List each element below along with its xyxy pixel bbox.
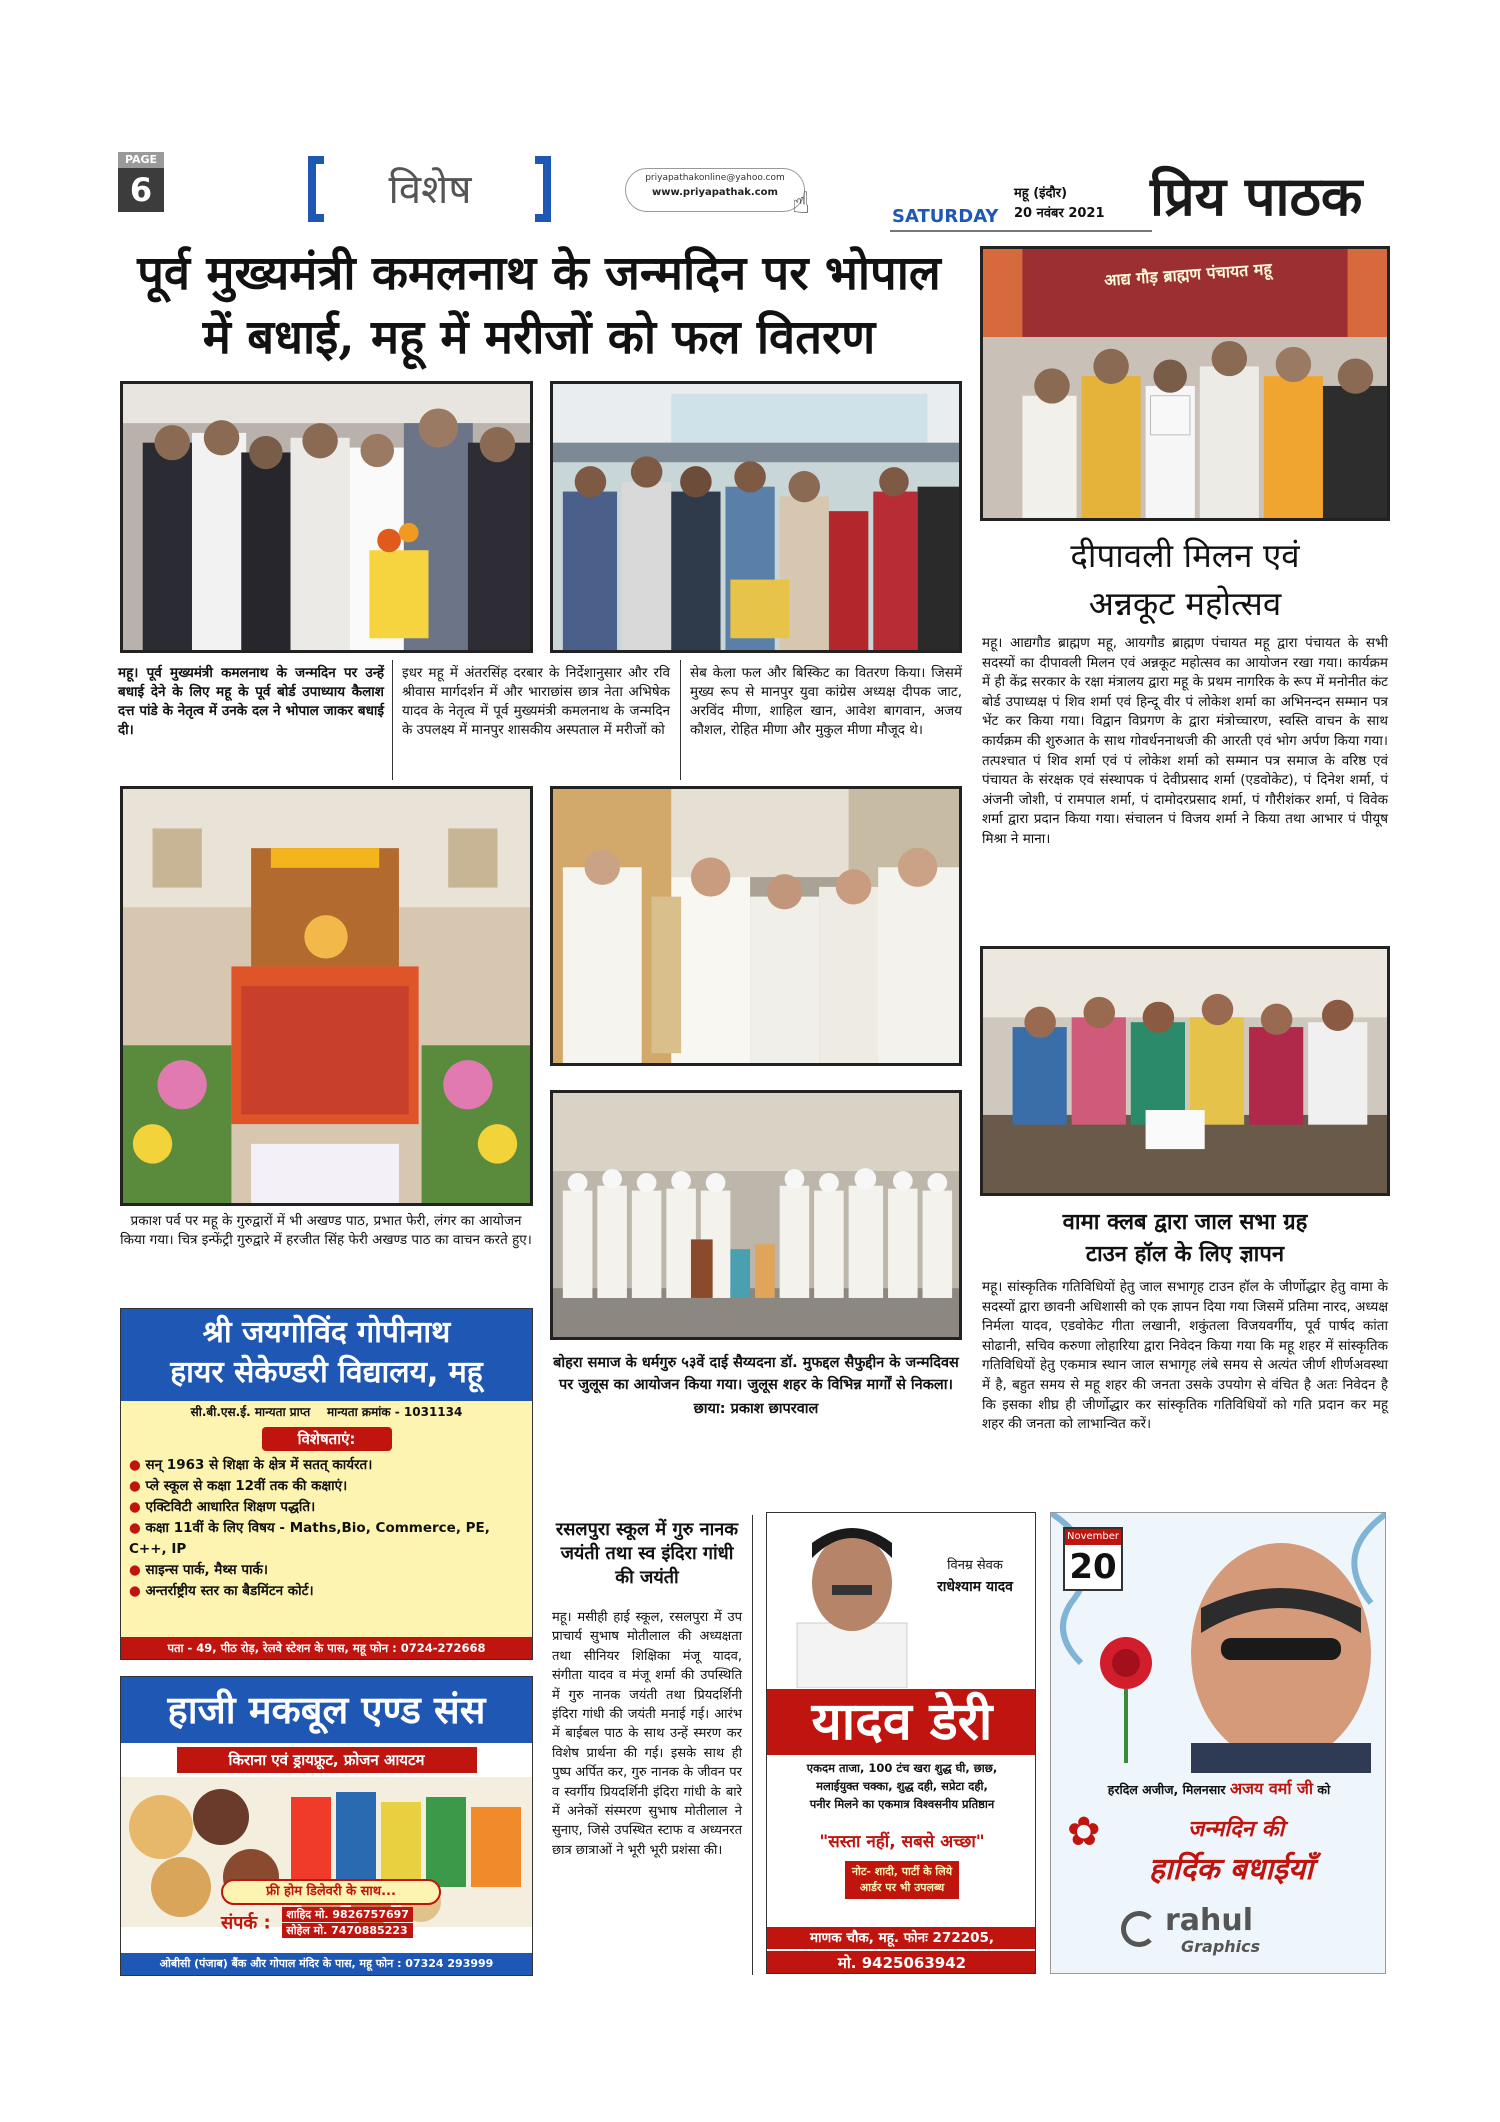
- haji-contact: [221, 1907, 461, 1938]
- school-feature: ● एक्टिविटी आधारित शिक्षण पद्धति।: [129, 1497, 532, 1518]
- section-title: विशेष: [388, 167, 472, 213]
- birthday-rose-icon: ✿: [1067, 1809, 1101, 1855]
- gurudwara-photo: [120, 786, 533, 1206]
- haji-tagline: किराना एवं ड्रायफ्रूट, फ्रोजन आयटम: [177, 1747, 477, 1773]
- diwali-title-line2: अन्नकूट महोत्सव: [1088, 584, 1282, 623]
- calendar-month: November: [1065, 1529, 1121, 1545]
- haji-contact-label: संपर्क :: [221, 1912, 271, 1934]
- school-feature: ● अन्तर्राष्ट्रीय स्तर का बैडमिंटन कोर्ट।: [129, 1581, 532, 1602]
- section-right-bracket: [535, 156, 551, 222]
- date-text: 20 नवंबर 2021: [1014, 206, 1105, 221]
- school-name-line1: श्री जयगोविंद गोपीनाथ: [202, 1315, 451, 1350]
- school-feature: ● साइन्स पार्क, मैथ्स पार्क।: [129, 1560, 532, 1581]
- school-ad-header: [121, 1309, 532, 1401]
- yadav-line-2: मलाईयुक्त चक्का, शुद्ध दही, सप्रेटा दही,: [816, 1779, 988, 1793]
- lead-caption-divider-2: [680, 660, 681, 780]
- bohra-credit: छाया: प्रकाश छापरवाल: [693, 1401, 819, 1417]
- vama-body: महू। सांस्कृतिक गतिविधियों हेतु जाल सभागृह टाउन हॉल के जीर्णोद्धार हेतु वामा के सदस्यों द्वारा छावनी अधिशासी को एक ज्ञापन दिया गया जिसमें प्रतिमा नारद, अध्यक्ष निर्मला यादव, एडवोकेट गीता लखानी, शकुंतला विजयवर्गीय, पूर्व पार्षद कांता सोढानी, सचिव करुणा लोहारिया द्वारा निवेदन किया गया कि महू शहर में सांस्कृतिक गतिविधियों हेतु एकमात्र स्थान जाल सभागृह लंबे समय से अत्यंत जीर्ण शीर्णअवस्था में है, बहुत समय से महू शहर की जनता उसके उपयोग से वंचित है अतः निवेदन है कि इसका शीघ्र ही जीर्णोद्धार कर सांस्कृतिक गतिविधियों को गति प्रदान कर महू शहर की जनता को लाभान्वित करें।: [982, 1279, 1388, 1433]
- diwali-photo: [980, 246, 1390, 521]
- school-ad: [120, 1308, 533, 1660]
- yadav-line-3: पनीर मिलने का एकमात्र विश्वसनीय प्रतिष्ठान: [809, 1797, 995, 1811]
- vama-title-line1: वामा क्लब द्वारा जाल सभा ग्रह: [1062, 1209, 1308, 1235]
- birthday-wish-1: जन्मदिन की: [1187, 1816, 1285, 1842]
- yadav-portrait: [767, 1513, 917, 1688]
- diwali-body: महू। आद्यगौड ब्राह्मण महू, आयगौड ब्राह्मण पंचायत महू द्वारा पंचायत के सभी सदस्यों का दीपावली मिलन एवं अन्नकूट महोत्सव का आयोजन रखा गया। कार्यक्रम में ही केंद्र सरकार के रक्षा मंत्रालय द्वारा महू के प्रथम नागरिक के रूप में मनोनीत कंट बोर्ड उपाध्यक्ष पं शिव शर्मा एवं हिन्दू वीर पं लोकेश शर्मा का अभिनन्दन सम्मान पत्र भेंट कर किया गया। विद्वान विप्रगण के द्वारा मंत्रोच्चारण, स्वस्ति वाचन के साथ कार्यक्रम की शुरुआत के साथ गोवर्धननाथजी की आरती एवं भोग अर्पण किया गया। तत्पश्चात पं शिव शर्मा एवं पं लोकेश शर्मा को सम्मान पत्र समाज के वरिष्ठ एवं पंचायत के संरक्षक एवं संस्थापक पं देवीप्रसाद शर्मा (एडवोकेट), पं दिनेश शर्मा, पं अंजनी जोशी, पं रामपाल शर्मा, पं दामोदरप्रसाद शर्मा, पं गौरीशंकर शर्मा, पं विवेक शर्मा द्वारा प्रदान किया गया। संचालन पं विजय शर्मा ने किया तथा आभार पं पीयूष मिश्रा ने माना।: [982, 635, 1388, 847]
- school-features-list: [121, 1455, 532, 1602]
- logo-brand-2: Graphics: [1181, 1937, 1261, 1956]
- school-address: पता - 49, पीठ रोड़, रेलवे स्टेशन के पास, महू फोन : 0724-272668: [121, 1637, 532, 1659]
- yadav-lines: [771, 1759, 1033, 1813]
- bohra-photo-1: [550, 786, 962, 1066]
- yadav-slogan: "सस्ता नहीं, सबसे अच्छा": [819, 1832, 985, 1852]
- page-label: PAGE: [118, 152, 164, 168]
- lead-headline: [108, 242, 970, 370]
- yadav-mobile: मो. 9425063942: [767, 1950, 1036, 1974]
- rahul-graphics-logo: [1121, 1903, 1321, 1959]
- header-rule: [890, 230, 1152, 232]
- birthday-suffix: को: [1317, 1782, 1331, 1797]
- email-text[interactable]: priyapathakonline@yahoo.com: [645, 173, 785, 183]
- bohra-photo-2: [550, 1090, 962, 1340]
- masthead: प्रिय पाठक: [1150, 164, 1363, 228]
- diwali-title-line1: दीपावली मिलन एवं: [1070, 536, 1300, 575]
- lead-headline-line1: पूर्व मुख्यमंत्री कमलनाथ के जन्मदिन पर भोपाल: [137, 246, 941, 301]
- vama-photo: [980, 946, 1390, 1196]
- pointer-hand-icon: ☝: [792, 186, 811, 221]
- bohra-caption-box: [550, 1352, 962, 1420]
- rasalpura-title: रसलपुरा स्कूल में गुरु नानक जयंती तथा स्व इंदिरा गांधी की जयंती: [555, 1519, 739, 1588]
- day-label: SATURDAY: [892, 206, 999, 227]
- lead-photo-bhopal: [120, 381, 533, 653]
- logo-brand: rahul: [1165, 1903, 1254, 1938]
- birthday-calendar: [1063, 1527, 1123, 1591]
- yadav-brand: यादव डेरी: [767, 1689, 1036, 1755]
- lead-caption-divider-1: [392, 660, 393, 780]
- school-features-title: विशेषताएं:: [262, 1427, 392, 1451]
- yadav-address: माणक चौक, महू. फोनः 272205,: [767, 1927, 1036, 1949]
- page-badge: [118, 152, 164, 222]
- haji-delivery: फ्री होम डिलेवरी के साथ...: [221, 1879, 441, 1905]
- calendar-day: 20: [1069, 1547, 1117, 1587]
- diwali-title: [980, 532, 1390, 628]
- diwali-photo-banner: आद्य गौड़ ब्राह्मण पंचायत महू: [1103, 259, 1273, 290]
- rasalpura-divider: [752, 1515, 753, 1975]
- lead-headline-line2: में बधाई, महू में मरीजों को फल वितरण: [202, 310, 876, 365]
- lead-caption-1: महू। पूर्व मुख्यमंत्री कमलनाथ के जन्मदिन पर उन्हें बधाई देने के लिए महू के पूर्व बोर्ड उपाध्याय कैलाश दत्त पांडे के नेतृत्व में उनके दल ने भोपाल जाकर बधाई दी।: [118, 665, 384, 738]
- yadav-note: नोट- शादी, पार्टी के लिये आर्डर पर भी उपलब्ध: [845, 1861, 959, 1899]
- school-feature: ● प्ले स्कूल से कक्षा 12वीं तक की कक्षाएं।: [129, 1476, 532, 1497]
- yadav-line-1: एकदम ताजा, 100 टंच खरा शुद्ध घी, छाछ,: [806, 1761, 998, 1775]
- birthday-wish-2: हार्दिक बधाईयाँ: [1148, 1852, 1314, 1887]
- vama-title-line2: टाउन हॉल के लिए ज्ञापन: [1085, 1241, 1285, 1267]
- yadav-sevak-name: राधेश्याम यादव: [937, 1579, 1013, 1595]
- lead-photo-hospital: [550, 381, 962, 653]
- gurudwara-caption: प्रकाश पर्व पर महू के गुरुद्वारों में भी अखण्ड पाठ, प्रभात फेरी, लंगर का आयोजन किया गया। चित्र इन्फेंट्री गुरुद्वारे में हरजीत सिंह फेरी अखण्ड पाठ का वाचन करते हुए।: [120, 1213, 532, 1248]
- birthday-name: अजय वर्मा जी: [1229, 1779, 1314, 1798]
- school-name-line2: हायर सेकेण्डरी विद्यालय, महू: [170, 1355, 483, 1390]
- haji-contact-1: शाहिद मो. 9826757697: [282, 1907, 413, 1922]
- section-left-bracket: [308, 156, 324, 222]
- birthday-line: [1051, 1777, 1386, 1799]
- rasalpura-body: महू। मसीही हाई स्कूल, रसलपुरा में उप प्राचार्य सुभाष मोतीलाल की अध्यक्षता तथा सीनियर शिक्षिका मंजू यादव, संगीता यादव व मंजू शर्मा की उपस्थिति में गुरु नानक जयंती तथा प्रियदर्शिनी इंदिरा गांधी की जयंती मनाई गई। आरंभ में बाईबल पाठ के साथ उन्हें स्मरण कर विशेष प्रार्थना की गई। इसके साथ ही पुष्प अर्पित कर, गुरु नानक के जीवन पर व स्वर्गीय प्रियदर्शिनी इंदिरा गांधी के बारे में अनेकों संस्मरण सुभाष मोतीलाल ने सुनाए, जिसे उपस्थित स्टाफ व अध्यनरत छात्र छात्राओं ने भूरी भूरी प्रशंसा की।: [552, 1610, 742, 1858]
- lead-caption-2: इधर महू में अंतरसिंह दरबार के निर्देशानुसार और रवि श्रीवास मार्गदर्शन में और भाराछांस छात्र नेता अभिषेक यादव के नेतृत्व में पूर्व मुख्यमंत्री कमलनाथ के जन्मदिन के उपलक्ष्य में मानपुर शासकीय अस्पताल में मरीजों को: [402, 665, 670, 738]
- logo-mark-icon: [1121, 1911, 1157, 1947]
- website-text[interactable]: www.priyapathak.com: [652, 187, 778, 198]
- vama-title: [980, 1206, 1390, 1270]
- haji-ad: [120, 1676, 533, 1976]
- yadav-sevak-label: विनम्र सेवक: [947, 1558, 1003, 1573]
- page-number: 6: [118, 168, 164, 212]
- date-block: [1014, 184, 1105, 224]
- haji-name: हाजी मकबूल एण्ड संस: [121, 1677, 532, 1743]
- school-feature: ● सन् 1963 से शिक्षा के क्षेत्र में सतत् कार्यरत।: [129, 1455, 532, 1476]
- birthday-ad: [1050, 1512, 1386, 1974]
- haji-address: ओबीसी (पंजाब) बैंक और गोपाल मंदिर के पास, महू फोन : 07324 293999: [121, 1953, 532, 1975]
- bohra-caption: बोहरा समाज के धर्मगुरु ५३वें दाई सैय्यदना डॉ. मुफद्दल सैफुद्दीन के जन्मदिवस पर जुलूस का आयोजन किया गया। जुलूस शहर के विभिन्न मार्गों से निकला।: [553, 1355, 959, 1393]
- haji-contact-2: सोहेल मो. 7470885223: [282, 1923, 413, 1938]
- yadav-ad: [766, 1512, 1036, 1974]
- contact-box: [625, 168, 805, 212]
- school-feature: ● कक्षा 11वीं के लिए विषय - Maths,Bio, Commerce, PE, C++, IP: [129, 1518, 532, 1560]
- school-recognition: सी.बी.एस.ई. मान्यता प्राप्त मान्यता क्रमांक - 1031134: [190, 1405, 463, 1419]
- lead-caption-3: सेब केला फल और बिस्किट का वितरण किया। जिसमें मुख्य रूप से मानपुर युवा कांग्रेस अध्यक्ष दीपक जाट, अरविंद मीणा, शाहिल खान, आवेश बागवान, अजय कौशल, रोहित मीणा और मुकुल मीणा मौजूद थे।: [690, 665, 962, 738]
- city-text: महू (इंदौर): [1014, 186, 1068, 201]
- birthday-line-text: हरदिल अजीज, मिलनसार: [1107, 1782, 1226, 1797]
